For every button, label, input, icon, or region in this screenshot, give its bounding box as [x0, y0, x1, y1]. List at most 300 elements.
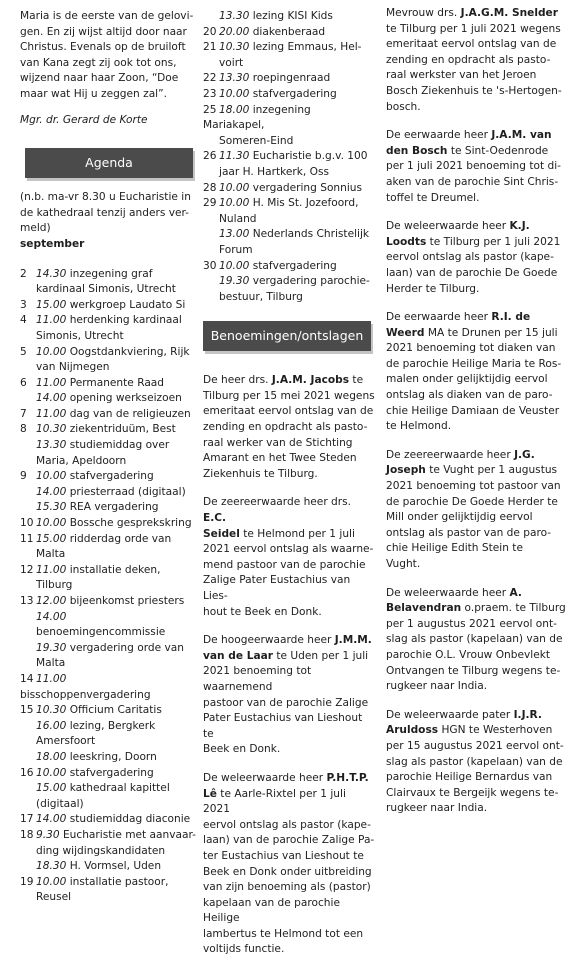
benoemingen-list-middle — [203, 373, 375, 958]
agenda-text: Forum — [219, 243, 253, 256]
notice-line — [203, 373, 375, 389]
agenda-time: 10.30 — [36, 423, 67, 436]
notice-text: Mevrouw drs. — [386, 7, 461, 19]
agenda-line — [20, 454, 198, 470]
notice-text: laan) van de parochie De Goede — [386, 266, 558, 279]
agenda-time: 15.00 — [36, 532, 67, 545]
agenda-line — [20, 766, 198, 782]
notice-line — [386, 786, 572, 802]
agenda-note-line: de kathedraal tenzij anders ver- — [20, 206, 189, 219]
notice-text: Bosch Ziekenhuis te 's-Hertogen- — [386, 84, 562, 97]
notice-line — [203, 605, 375, 621]
agenda-time: 14.00 — [36, 813, 67, 826]
notice-line — [203, 420, 375, 436]
notice-line — [386, 326, 572, 342]
agenda-text: Reusel — [36, 891, 72, 904]
agenda-line — [20, 703, 198, 719]
intro-line: van Kana zegt zij ook tot ons, — [20, 56, 177, 69]
agenda-entry — [20, 875, 198, 906]
notice-text: chie Heilige Edith Stein te — [386, 542, 523, 555]
agenda-time: 11.00 — [36, 672, 67, 685]
agenda-text: Eucharistie b.g.v. 100 — [249, 150, 368, 163]
agenda-text: Maria, Apeldoorn — [36, 454, 127, 467]
agenda-text: studiemiddag diaconie — [66, 813, 191, 826]
agenda-text: stafvergadering — [66, 470, 154, 483]
intro-line: maar wat Hij u zeggen zal”. — [20, 87, 167, 100]
notice-line — [203, 389, 375, 405]
notice-line — [203, 542, 375, 558]
notice-text: Clairvaux te Bergeijk wegens te- — [386, 786, 559, 799]
notice-line — [203, 742, 375, 758]
agenda-time: 13.30 — [36, 439, 67, 452]
notice-line — [203, 896, 375, 927]
agenda-time: 14.00 — [36, 485, 67, 498]
agenda-text: bestuur, Tilburg — [219, 290, 303, 303]
agenda-time: 10.00 — [36, 345, 67, 358]
agenda-text: Nederlands Christelijk — [249, 228, 370, 241]
agenda-text: bijeenkomst priesters — [66, 595, 185, 607]
agenda-entry — [20, 594, 198, 672]
agenda-line — [203, 87, 375, 103]
notice-text: eervol ontslag als pastor (kape- — [386, 251, 554, 264]
person-name: J.G. — [514, 448, 535, 461]
notice-line — [203, 771, 375, 787]
notice-text: De weleerwaarde pater — [386, 708, 514, 721]
agenda-time: 14.30 — [36, 267, 67, 280]
agenda-time: 10.00 — [36, 517, 67, 530]
notice-text: rugkeer naar India. — [386, 680, 488, 693]
person-name: Belavendran — [386, 602, 462, 615]
notice-text: De eerwaarde heer — [386, 311, 492, 324]
agenda-text: opening werkseizoen — [66, 392, 182, 405]
agenda-text: H. Vormsel, Uden — [66, 860, 162, 873]
notice-text: kapelaan van de parochie Heilige — [203, 896, 340, 925]
agenda-text: vergadering orde van — [66, 641, 184, 654]
person-name: J.A.M. Jacobs — [271, 374, 350, 387]
notice-text: Amarant en het Twee Steden — [203, 452, 357, 465]
agenda-time: 15.30 — [36, 501, 67, 514]
agenda-time: 10.30 — [219, 41, 250, 54]
agenda-text: stafvergadering — [249, 259, 337, 272]
notice-line — [203, 787, 375, 818]
agenda-entry — [203, 196, 375, 258]
notice-text: Beek en Donk onder uitbreiding — [203, 865, 372, 878]
agenda-line — [20, 360, 198, 376]
notice-line — [203, 558, 375, 574]
notice-text: te Helmond per 1 juli — [239, 527, 355, 540]
notice-text: aken van de parochie Sint Chris- — [386, 175, 559, 188]
appointment-notice — [203, 771, 375, 958]
notice-text: De weleerwaarde heer — [386, 220, 510, 233]
agenda-time: 10.00 — [219, 259, 250, 272]
agenda-text: jaar H. Hartkerk, Oss — [219, 165, 330, 178]
agenda-text: stafvergadering — [66, 766, 154, 779]
agenda-text: (digitaal) — [36, 797, 84, 810]
agenda-text: installatie deken, — [66, 563, 161, 576]
notice-text: emeritaat eervol ontslag van de — [386, 38, 557, 51]
notice-text: 2021 benoeming tot diaken van — [386, 342, 556, 355]
agenda-line — [203, 290, 375, 306]
agenda-line — [20, 267, 198, 283]
agenda-header: Agenda — [25, 148, 193, 178]
notice-text: ontslag als diaken van de paro- — [386, 389, 553, 402]
person-name: Seidel — [203, 527, 240, 540]
notice-line — [386, 235, 572, 251]
notice-line — [203, 942, 375, 958]
agenda-text: inzegening Mariakapel, — [203, 103, 311, 132]
agenda-time: 20.00 — [219, 25, 250, 38]
agenda-text: lezing KISI Kids — [249, 10, 333, 22]
notice-text: Herder te Tilburg. — [386, 282, 480, 295]
agenda-text: Eucharistie met aanvaar- — [59, 828, 197, 841]
notice-text: te Uden per 1 juli — [273, 649, 369, 662]
person-name: J.M.M. — [334, 634, 372, 647]
notice-text: o.praem. te Tilburg — [461, 602, 566, 615]
agenda-line — [20, 329, 198, 345]
agenda-time: 13.00 — [219, 228, 250, 241]
person-name: Weerd — [386, 326, 425, 339]
agenda-line — [203, 25, 375, 41]
agenda-day: 23 — [203, 87, 217, 100]
agenda-text: Oogstdankviering, Rijk — [66, 345, 190, 358]
agenda-line — [20, 563, 198, 579]
agenda-note — [20, 190, 198, 237]
agenda-text: benoemingencommissie — [36, 626, 166, 639]
agenda-text: lezing Emmaus, Hel- — [249, 41, 362, 54]
notice-text: Ziekenhuis te Tilburg. — [203, 467, 318, 480]
agenda-line — [20, 282, 198, 298]
agenda-line — [20, 859, 198, 875]
person-name: P.H.T.P. — [326, 771, 369, 784]
notice-line — [203, 711, 375, 742]
notice-text: chie Heilige Damiaan de Veuster — [386, 404, 560, 417]
notice-line — [386, 159, 572, 175]
notice-text: ter Eustachius van Lieshout te — [203, 849, 364, 862]
person-name: J.A.M. van — [491, 129, 552, 142]
notice-text: De hoogeerwaarde heer — [203, 634, 335, 647]
agenda-line — [203, 227, 375, 243]
agenda-line — [203, 196, 375, 212]
agenda-line — [20, 532, 198, 548]
notice-line — [203, 573, 375, 604]
notice-text: per 15 augustus 2021 eervol ont- — [386, 739, 564, 752]
agenda-text: lezing, Bergkerk — [66, 719, 156, 732]
notice-text: de parochie De Goede Herder te — [386, 495, 558, 508]
notice-line — [386, 219, 572, 235]
notice-line — [386, 341, 572, 357]
agenda-text: priesterraad (digitaal) — [66, 485, 186, 498]
notice-text: parochie Heilige Bernardus van — [386, 771, 553, 784]
notice-text: Ontvangen te Tilburg wegens te- — [386, 664, 561, 677]
agenda-entry — [20, 407, 198, 423]
agenda-line — [20, 781, 198, 797]
agenda-entry — [20, 563, 198, 594]
agenda-text: Malta — [36, 548, 66, 561]
agenda-line — [20, 298, 198, 314]
person-name: van de Laar — [203, 649, 274, 662]
notice-line — [386, 100, 572, 116]
agenda-day: 12 — [20, 563, 34, 576]
notice-line — [386, 632, 572, 648]
agenda-entry — [203, 40, 375, 71]
notice-text: te Vught per 1 augustus — [425, 464, 558, 477]
agenda-text: Nuland — [219, 212, 257, 225]
agenda-text: Malta — [36, 657, 66, 670]
notice-text: mend pastoor van de parochie — [203, 558, 366, 571]
notice-text: voltijds functie. — [203, 943, 285, 956]
agenda-time: 14.00 — [36, 610, 67, 623]
agenda-time: 9.30 — [36, 828, 60, 841]
agenda-day: 9 — [20, 470, 27, 483]
agenda-entry — [20, 828, 198, 875]
agenda-line — [203, 274, 375, 290]
notice-text: De weleerwaarde heer — [386, 586, 510, 599]
agenda-entry — [20, 376, 198, 407]
agenda-time: 18.00 — [36, 750, 67, 763]
agenda-entry — [203, 71, 375, 87]
agenda-day: 16 — [20, 766, 34, 779]
notice-line — [386, 266, 572, 282]
notice-line — [386, 723, 572, 739]
agenda-day: 10 — [20, 517, 34, 530]
agenda-line — [20, 890, 198, 906]
agenda-time: 10.00 — [36, 766, 67, 779]
notice-line — [386, 448, 572, 464]
notice-text: te — [349, 374, 364, 387]
agenda-time: 11.00 — [36, 376, 67, 389]
agenda-entry — [203, 181, 375, 197]
agenda-day: 26 — [203, 150, 217, 163]
agenda-entry — [203, 103, 375, 150]
agenda-line — [20, 734, 198, 750]
agenda-text: vergadering parochie- — [249, 275, 370, 288]
notice-line — [386, 250, 572, 266]
appointment-notice — [203, 495, 375, 620]
notice-line — [386, 617, 572, 633]
agenda-text: kardinaal Simonis, Utrecht — [36, 283, 176, 296]
notice-text: Tilburg per 15 mei 2021 wegens — [203, 389, 375, 402]
agenda-line — [20, 407, 198, 423]
agenda-entry — [20, 422, 198, 469]
agenda-line — [203, 134, 375, 150]
notice-text: slag als pastor (kapelaan) van de — [386, 633, 563, 646]
appointment-notice — [203, 633, 375, 758]
notice-text: de parochie Heilige Maria te Ros- — [386, 357, 562, 370]
notice-line — [203, 451, 375, 467]
notice-line — [386, 128, 572, 144]
agenda-line — [20, 578, 198, 594]
person-name: A. — [509, 586, 522, 599]
column-right — [386, 6, 572, 830]
notice-line — [386, 495, 572, 511]
agenda-time: 18.00 — [219, 103, 250, 116]
agenda-entry — [20, 532, 198, 563]
appointment-notice — [386, 586, 572, 695]
notice-line — [203, 818, 375, 834]
agenda-time: 19.30 — [36, 641, 67, 654]
notice-line — [386, 801, 572, 817]
agenda-line — [20, 719, 198, 735]
agenda-line — [203, 149, 375, 165]
agenda-entry — [20, 345, 198, 376]
agenda-line — [20, 828, 198, 844]
notice-line — [386, 770, 572, 786]
agenda-line — [203, 103, 375, 134]
notice-text: Mill onder gelijktijdig eervol — [386, 511, 533, 524]
agenda-day: 4 — [20, 314, 27, 327]
agenda-month: september — [20, 237, 85, 250]
agenda-time: 16.00 — [36, 719, 67, 732]
agenda-day: 17 — [20, 813, 34, 826]
appointment-notice — [386, 708, 572, 817]
agenda-line — [20, 797, 198, 813]
notice-line — [203, 927, 375, 943]
notice-line — [386, 372, 572, 388]
notice-text: Pater Eustachius van Lieshout te — [203, 712, 363, 740]
agenda-line — [20, 391, 198, 407]
notice-text: te Tilburg per 1 juli 2021 — [426, 235, 561, 248]
notice-text: toffel te Dreumel. — [386, 191, 480, 204]
agenda-line — [20, 812, 198, 828]
agenda-time: 10.00 — [219, 87, 250, 100]
agenda-line — [20, 376, 198, 392]
notice-line — [203, 527, 375, 543]
agenda-time: 15.00 — [36, 782, 67, 795]
notice-line — [203, 880, 375, 896]
agenda-line — [203, 40, 375, 56]
agenda-line — [20, 656, 198, 672]
notice-text: De heer drs. — [203, 374, 272, 387]
agenda-text: leeskring, Doorn — [66, 750, 157, 763]
notice-line — [386, 53, 572, 69]
person-name: I.J.R. — [513, 708, 542, 721]
notice-line — [386, 479, 572, 495]
intro-line: Maria is de eerste van de gelovi- — [20, 10, 194, 22]
notice-text: De weleerwaarde heer — [203, 771, 327, 784]
notice-text: Beek en Donk. — [203, 743, 281, 756]
person-name: K.J. — [509, 220, 530, 233]
notice-line — [203, 495, 375, 526]
appointment-notice — [386, 310, 572, 435]
agenda-time: 18.30 — [36, 860, 67, 873]
notice-text: HGN te Westerhoven — [438, 724, 553, 737]
agenda-line — [203, 243, 375, 259]
agenda-entry — [20, 812, 198, 828]
notice-text: 2021 benoeming tot waarnemend — [203, 665, 312, 693]
agenda-line — [20, 469, 198, 485]
agenda-text: bisschoppenvergadering — [20, 688, 151, 701]
notice-text: bosch. — [386, 100, 421, 113]
agenda-text: ding wijdingskandidaten — [36, 844, 166, 857]
agenda-entry — [20, 298, 198, 314]
person-name: Joseph — [386, 464, 426, 477]
agenda-day: 11 — [20, 532, 34, 545]
agenda-line — [20, 313, 198, 329]
person-name: den Bosch — [386, 144, 448, 157]
notice-text: 2021 benoeming tot pastoor van — [386, 480, 561, 493]
agenda-day: 20 — [203, 25, 217, 38]
notice-line — [386, 404, 572, 420]
agenda-time: 11.00 — [36, 407, 67, 420]
intro-line: gen. En zij wijst altijd door naar — [20, 25, 187, 38]
agenda-entry — [20, 703, 198, 765]
agenda-text: kathedraal kapittel — [66, 782, 170, 795]
notice-text: te Sint-Oedenrode — [447, 144, 549, 157]
benoemingen-header: Benoemingen/ontslagen — [203, 321, 371, 351]
notice-line — [203, 849, 375, 865]
agenda-line — [20, 672, 198, 703]
agenda-time: 14.00 — [36, 392, 67, 405]
signature: Mgr. dr. Gerard de Korte — [20, 113, 148, 126]
notice-line — [203, 865, 375, 881]
notice-text: Vught. — [386, 558, 421, 570]
notice-text: raal werker van de Stichting — [203, 436, 353, 449]
person-name: Aruldoss — [386, 724, 439, 737]
agenda-text: Tilburg — [36, 579, 73, 592]
notice-line — [386, 586, 572, 602]
agenda-line — [20, 345, 198, 361]
agenda-line — [20, 641, 198, 657]
agenda-note-line: (n.b. ma-vr 8.30 u Eucharistie in — [20, 191, 191, 204]
notice-text: eervol ontslag als pastor (kape- — [203, 818, 371, 831]
notice-line — [386, 22, 572, 38]
notice-line — [386, 739, 572, 755]
agenda-time: 10.00 — [36, 875, 67, 888]
notice-line — [203, 436, 375, 452]
benoemingen-list-right — [386, 6, 572, 817]
agenda-text: diakenberaad — [249, 25, 326, 38]
notice-line — [386, 510, 572, 526]
notice-text: van zijn benoeming als (pastor) — [203, 881, 371, 894]
agenda-text: installatie pastoor, — [66, 875, 169, 888]
appointment-notice — [386, 448, 572, 573]
notice-text: MA te Drunen per 15 juli — [424, 326, 558, 339]
agenda-time: 11.00 — [36, 563, 67, 576]
notice-text: hout te Beek en Donk. — [203, 605, 322, 618]
agenda-text: REA vergadering — [66, 501, 159, 514]
notice-line — [386, 37, 572, 53]
agenda-day: 14 — [20, 672, 34, 685]
notice-line — [203, 633, 375, 649]
notice-line — [203, 467, 375, 483]
agenda-entry — [203, 259, 375, 306]
notice-text: emeritaat eervol ontslag van de — [203, 405, 374, 418]
notice-line — [386, 755, 572, 771]
agenda-line — [20, 750, 198, 766]
agenda-day: 18 — [20, 828, 34, 841]
notice-text: per 1 augustus 2021 eervol ont- — [386, 617, 557, 630]
notice-text: 2021 eervol ontslag als waarne- — [203, 543, 374, 556]
notice-text: te Aarle-Rixtel per 1 juli 2021 — [203, 787, 346, 816]
agenda-entry — [203, 149, 375, 180]
person-name: R.I. de — [491, 311, 531, 324]
agenda-line — [203, 259, 375, 275]
agenda-day: 21 — [203, 41, 217, 54]
notice-line — [386, 541, 572, 557]
notice-line — [386, 557, 572, 573]
agenda-text: vergadering Sonnius — [249, 181, 363, 194]
intro-line: Christus. Evenals op de bruiloft — [20, 41, 186, 54]
agenda-text: studiemiddag over — [66, 439, 170, 452]
agenda-day: 25 — [203, 103, 217, 116]
agenda-line — [20, 422, 198, 438]
notice-text: lambertus te Helmond tot een — [203, 927, 364, 940]
notice-line — [386, 68, 572, 84]
agenda-time: 15.00 — [36, 298, 67, 311]
appointment-notice — [386, 128, 572, 206]
agenda-entry — [20, 313, 198, 344]
agenda-line — [20, 875, 198, 891]
